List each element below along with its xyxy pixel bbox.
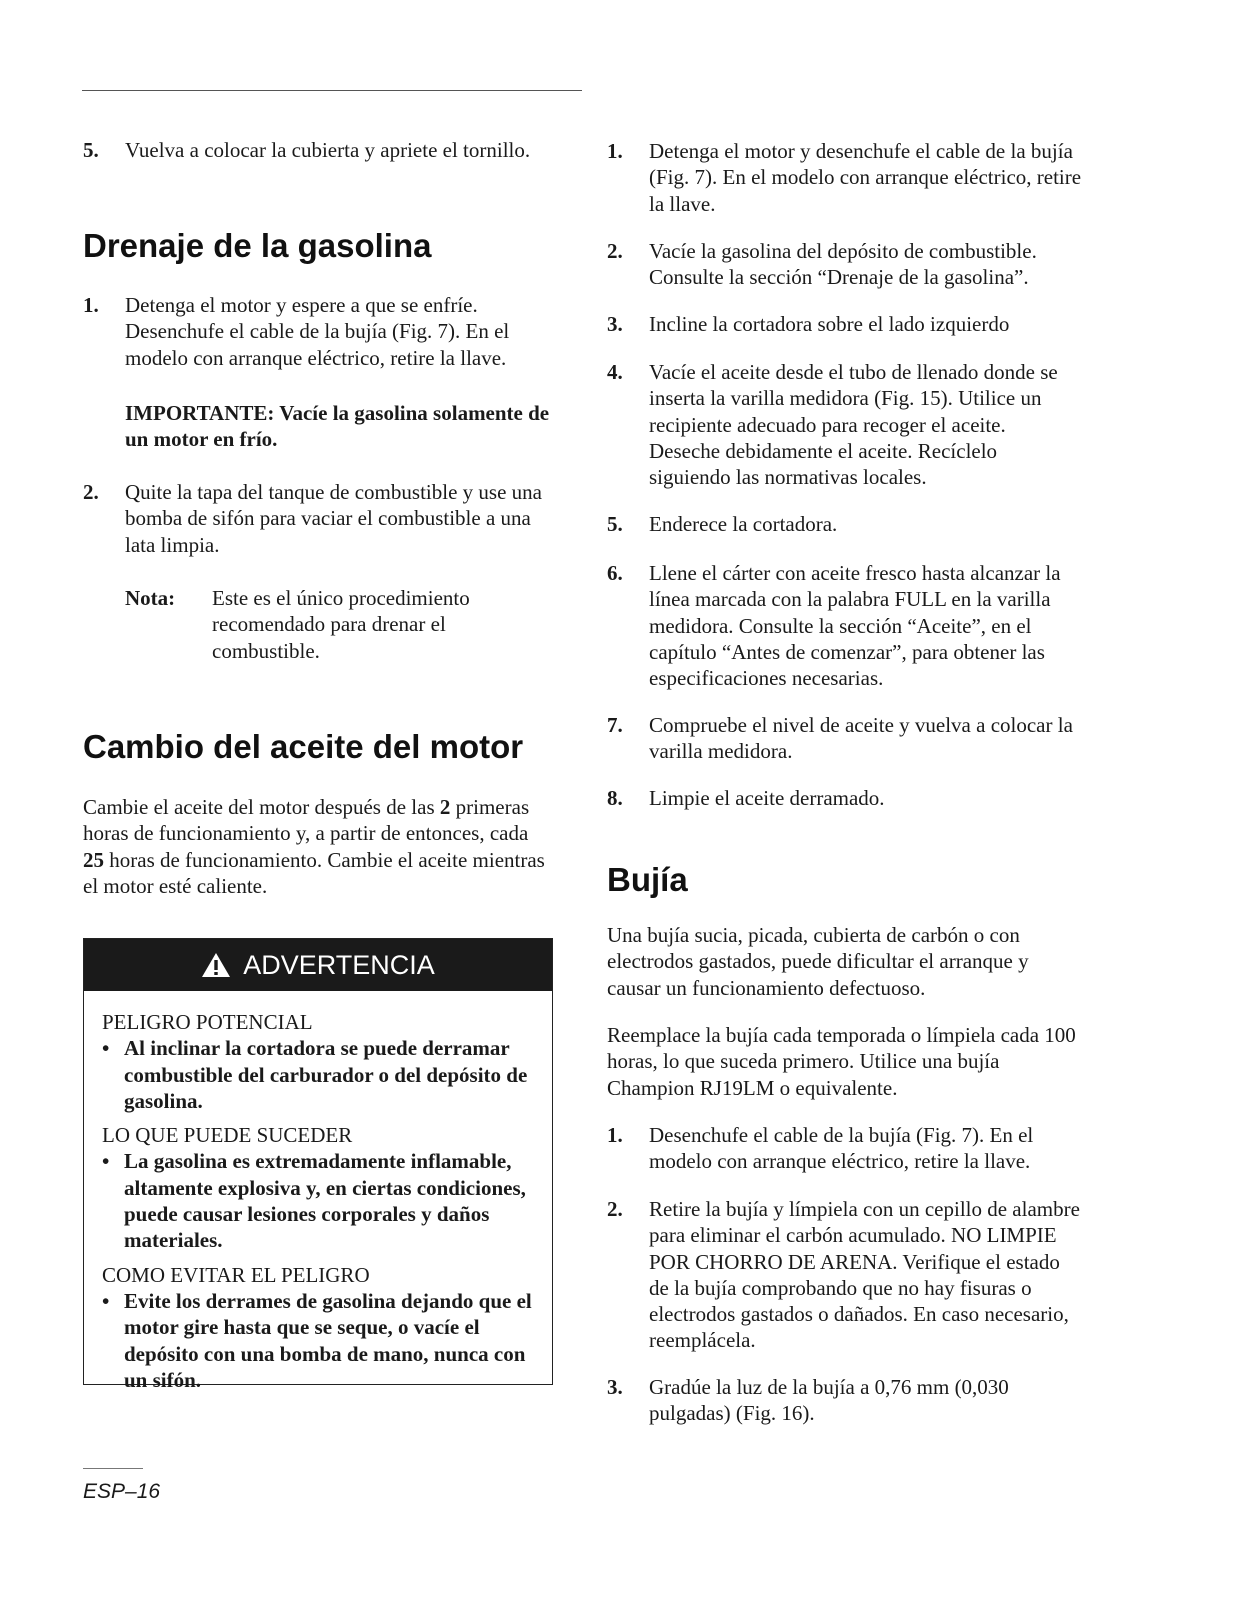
list-item: 1. Desenchufe el cable de la bujía (Fig. 7). En el modelo con arranque eléctrico, retire la llave. [607,1123,1034,1174]
warning-bullet: • La gasolina es extremadamente inflamable, altamente explosiva y, en ciertas condiciones, puede causar lesiones corporales y daños materiales. [102,1148,542,1253]
warning-triangle-icon [201,952,231,978]
list-item: 5. Vuelva a colocar la cubierta y apriete el tornillo. [83,138,531,162]
note-text: Este es el único procedimiento recomendado para drenar el combustible. [212,586,470,663]
oil-section-title: Cambio del aceite del motor [83,728,524,765]
list-item: 2. Vacíe la gasolina del depósito de combustible. Consulte la sección “Drenaje de la gasolina”. [607,239,1037,290]
list-item: 3. Gradúe la luz de la bujía a 0,76 mm (0,030 pulgadas) (Fig. 16). [607,1375,1009,1426]
list-item: 8. Limpie el aceite derramado. [607,786,885,810]
list-item: 1. Detenga el motor y desenchufe el cable de la bujía (Fig. 7). En el modelo con arranque eléctrico, retire la llave. [607,139,1082,216]
top-rule [82,90,582,91]
warning-heading: PELIGRO POTENCIAL [102,1010,313,1034]
warning-header [84,939,552,991]
list-item: 4. Vacíe el aceite desde el tubo de llenado donde se inserta la varilla medidora (Fig. 15). Utilice un recipiente adecuado para recoger el aceite. Deseche debidamente el aceite. Recíclelo siguiendo las normativas locales. [607,360,1058,490]
plug-paragraph: Reemplace la bujía cada temporada o límpiela cada 100 horas, lo que suceda primero. Utilice una bujía Champion RJ19LM o equivalente. [607,1023,1076,1100]
warning-box [83,938,553,1392]
plug-section-title: Bujía [607,861,688,898]
page-number: ESP–16 [83,1480,161,1503]
list-item: 6. Llene el cárter con aceite fresco hasta alcanzar la línea marcada con la palabra FULL en la varilla medidora. Consulte la sección “Aceite”, en el capítulo “Antes de comenzar”, para obtener las especificaciones necesarias. [607,561,1061,691]
list-item: 5. Enderece la cortadora. [607,512,838,536]
list-item: 1. Detenga el motor y espere a que se enfríe. Desenchufe el cable de la bujía (Fig. 7). En el modelo con arranque eléctrico, retire la llave. [83,293,510,370]
list-item: 3. Incline la cortadora sobre el lado izquierdo [607,312,1010,336]
drain-section-title: Drenaje de la gasolina [83,227,432,264]
footer-rule [83,1468,143,1469]
warning-title: ADVERTENCIA [243,949,435,980]
note-label: Nota: [125,586,176,610]
important-note: IMPORTANTE: Vacíe la gasolina solamente de un motor en frío. [125,401,550,452]
list-item: 7. Compruebe el nivel de aceite y vuelva a colocar la varilla medidora. [607,713,1073,764]
warning-heading: COMO EVITAR EL PELIGRO [102,1262,370,1287]
list-item: 2. Quite la tapa del tanque de combustible y use una bomba de sifón para vaciar el combustible a una lata limpia. [83,480,542,557]
warning-heading: LO QUE PUEDE SUCEDER [102,1123,353,1148]
warning-body [102,999,542,1393]
oil-intro: Cambie el aceite del motor después de las 2 primeras horas de funcionamiento y, a partir de entonces, cada 25 horas de funcionamiento. Cambie el aceite mientras el motor esté caliente. [83,795,545,898]
list-item: 2. Retire la bujía y límpiela con un cepillo de alambre para eliminar el carbón acumulado. NO LIMPIE POR CHORRO DE ARENA. Verifique el estado de la bujía comprobando que no hay fisuras o electrodos gastados o dañados. En caso necesario, reemplácela. [607,1197,1080,1353]
warning-bullet: • Evite los derrames de gasolina dejando que el motor gire hasta que se seque, o vacíe el depósito con una bomba de mano, nunca con un sifón. [102,1288,542,1393]
note [125,585,565,664]
warning-bullet: • Al inclinar la cortadora se puede derramar combustible del carburador o del depósito de gasolina. [102,1035,542,1114]
plug-paragraph: Una bujía sucia, picada, cubierta de carbón o con electrodos gastados, puede dificultar el arranque y causar un funcionamiento defectuoso. [607,923,1029,1000]
